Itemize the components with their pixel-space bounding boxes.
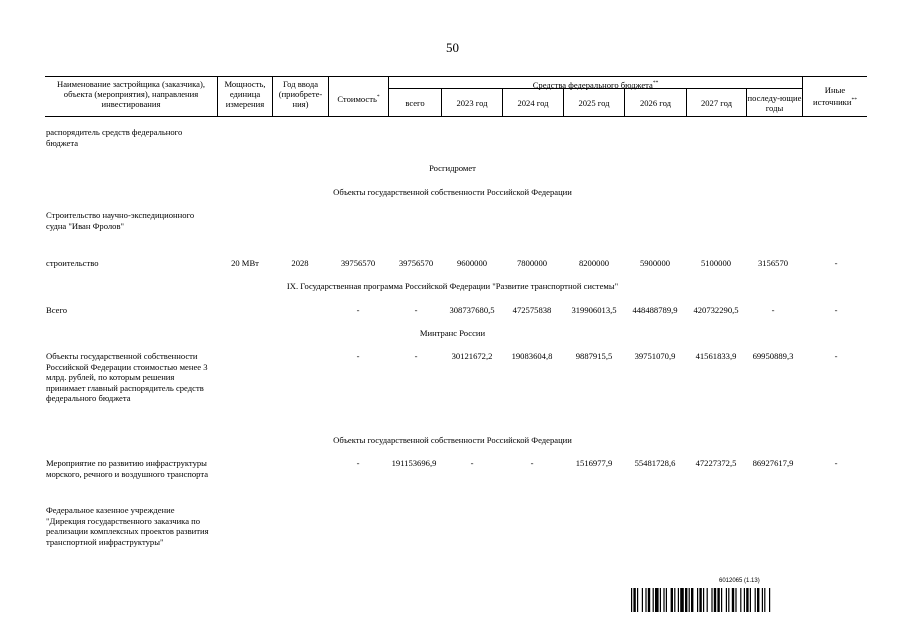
row-name: строительство xyxy=(46,258,99,268)
row-year: 2028 xyxy=(291,258,309,268)
row-2025: 319906013,5 xyxy=(571,305,617,315)
page-number: 50 xyxy=(446,40,459,55)
row-2023: - xyxy=(470,458,474,468)
barcode-number: 6012065 (1.13) xyxy=(719,578,760,584)
header-federal-budget-label: Средства федерального бюджета xyxy=(532,79,653,90)
row-2026: 448488789,9 xyxy=(632,305,678,315)
row-2024: 7800000 xyxy=(516,258,548,268)
row-other: - xyxy=(834,305,838,315)
row-later: 3156570 xyxy=(757,258,789,268)
header-capacity: Мощность, единица измерения xyxy=(224,79,266,109)
row-2026: 5900000 xyxy=(639,258,671,268)
header-bottom-border xyxy=(45,116,867,117)
row-capacity: 20 МВт xyxy=(231,258,259,268)
row-2023: 308737680,5 xyxy=(449,305,495,315)
row-cost: - xyxy=(356,305,360,315)
row-2023: 9600000 xyxy=(456,258,488,268)
section-title: Объекты государственной собственности Российской Федерации xyxy=(333,435,572,445)
row-2023: 30121672,2 xyxy=(451,351,493,361)
row-2027: 420732290,5 xyxy=(693,305,739,315)
header-cost-label: Стоимость xyxy=(337,93,377,104)
header-top-border xyxy=(45,76,867,77)
row-cost: 39756570 xyxy=(340,258,376,268)
section-title: Росгидромет xyxy=(429,163,476,173)
section-title: Минтранс России xyxy=(419,328,486,338)
section-title: Объекты государственной собственности Российской Федерации xyxy=(333,187,572,197)
row-later: 69950889,3 xyxy=(752,351,794,361)
row-2024: 19083604,8 xyxy=(511,351,553,361)
row-other: - xyxy=(834,351,838,361)
header-federal-budget xyxy=(389,78,802,90)
row-later: - xyxy=(771,305,775,315)
header-sub-2026: 2026 год xyxy=(639,98,672,108)
row-total: - xyxy=(414,305,418,315)
row-total: 39756570 xyxy=(398,258,434,268)
header-name: Наименование застройщика (заказчика), объекта (мероприятия), направления инвестирования xyxy=(57,79,205,109)
header-sub-2025: 2025 год xyxy=(578,98,610,108)
row-total: 191153696,9 xyxy=(391,458,437,468)
header-other-label: Иные источники xyxy=(813,85,852,107)
header-sub-later: последу-ющие годы xyxy=(747,93,802,113)
header-other-footnote: ** xyxy=(851,97,857,103)
header-year: Год ввода (приобрете-ния) xyxy=(278,79,323,109)
header-sub-2023: 2023 год xyxy=(456,98,488,108)
row-2026: 55481728,6 xyxy=(634,458,676,468)
row-2027: 5100000 xyxy=(700,258,732,268)
header-other xyxy=(803,85,867,107)
row-total: - xyxy=(414,351,418,361)
header-cost-footnote: * xyxy=(376,94,380,100)
header-sub-2027: 2027 год xyxy=(700,98,733,108)
row-2025: 9887915,5 xyxy=(575,351,613,361)
row-2027: 41561833,9 xyxy=(695,351,737,361)
row-2025: 8200000 xyxy=(578,258,610,268)
row-name: Мероприятие по развитию инфраструктуры морского, речного и воздушного транспорта xyxy=(46,458,209,479)
row-other: - xyxy=(834,458,838,468)
row-text: Федеральное казенное учреждение "Дирекция государственного заказчика по реализации комплексных проектов развития транспортной инфраструктуры" xyxy=(46,505,209,547)
row-name: Всего xyxy=(46,305,68,315)
row-2026: 39751070,9 xyxy=(634,351,676,361)
header-federal-budget-footnote: ** xyxy=(652,80,659,86)
row-text: распорядитель средств федерального бюджета xyxy=(46,127,183,148)
header-sub-total: всего xyxy=(405,98,425,108)
row-text: Строительство научно-экспедиционного судна "Иван Фролов" xyxy=(46,210,195,231)
row-2025: 1516977,9 xyxy=(575,458,613,468)
row-cost: - xyxy=(356,351,360,361)
barcode xyxy=(631,588,859,617)
barcode-image xyxy=(631,588,859,612)
row-cost: - xyxy=(356,458,360,468)
row-other: - xyxy=(834,258,838,268)
header-sub-2024: 2024 год xyxy=(517,98,549,108)
row-later: 86927617,9 xyxy=(752,458,794,468)
header-cost xyxy=(329,92,388,104)
section-title: IX. Государственная программа Российской Федерации "Развитие транспортной системы" xyxy=(286,281,619,291)
row-2024: 472575838 xyxy=(512,305,552,315)
row-name: Объекты государственной собственности Российской Федерации стоимостью менее 3 млрд. рублей, по которым решения принимает главный распорядитель средств федерального бюджета xyxy=(46,351,208,403)
row-2027: 47227372,5 xyxy=(695,458,737,468)
row-2024: - xyxy=(530,458,534,468)
